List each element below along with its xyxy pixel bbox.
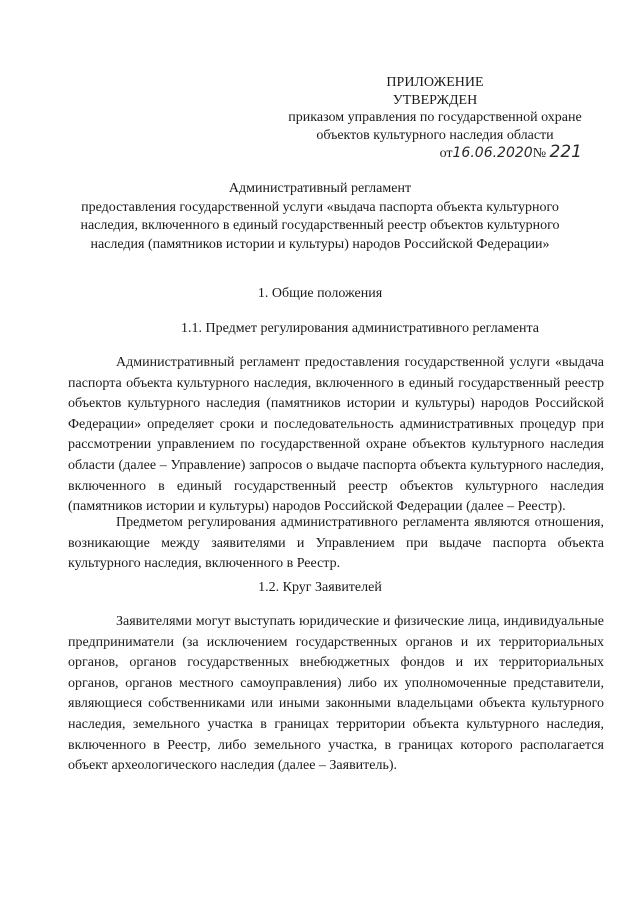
document-title bbox=[70, 180, 570, 254]
number-sign: № bbox=[532, 146, 547, 161]
subsection-heading-1-1: 1.1. Предмет регулирования административного регламента bbox=[181, 321, 539, 336]
approval-block bbox=[260, 74, 610, 163]
order-date-number bbox=[260, 144, 610, 163]
handwritten-date: 16.06.2020 bbox=[452, 145, 533, 161]
paragraph-3: Заявителями могут выступать юридические и физические лица, индивидуальные предприниматели (за исключением государственных органов и их территориальных органов, органов государственных внебюджетных фондов и их территориальных органов, органов местного самоуправления) либо их уполномоченные представители, являющиеся собственниками или иными законными владельцами объекта культурного наследия, земельного участка в границах территории объекта культурного наследия, включенного в Реестр, либо земельного участка, в границах которого располагается объект археологического наследия (далее – Заявитель). bbox=[68, 614, 604, 774]
section-heading: 1. Общие положения bbox=[257, 286, 383, 301]
order-line-2: объектов культурного наследия области bbox=[316, 127, 554, 143]
title-line-1: Административный регламент bbox=[228, 181, 412, 196]
appendix-label: ПРИЛОЖЕНИЕ bbox=[386, 75, 484, 90]
from-prefix: от bbox=[439, 146, 453, 161]
title-line-2: предоставления государственной услуги «выдача паспорта объекта культурного наследия, включенного в единый государственный реестр объектов культурного наследия (памятников истории и культуры) народов Российской Федерации» bbox=[80, 199, 560, 252]
paragraph-1: Административный регламент предоставления государственной услуги «выдача паспорта объекта культурного наследия, включенного в единый государственный реестр объектов культурного наследия (памятников истории и культуры) народов Российской Федерации» определяет сроки и последовательность административных процедур при рассмотрении управлением по государственной охране объектов культурного наследия области (далее – Управление) запросов о выдаче паспорта объекта культурного наследия, включенного в единый государственный реестр объектов культурного наследия (памятников истории и культуры) народов Российской Федерации (далее – Реестр). bbox=[68, 355, 604, 515]
subsection-heading-1-2: 1.2. Круг Заявителей bbox=[258, 580, 382, 595]
approved-label: УТВЕРЖДЕН bbox=[392, 92, 478, 108]
paragraph-2: Предметом регулирования административного регламента являются отношения, возникающие между заявителями и Управлением при выдаче паспорта объекта культурного наследия, включенного в Реестр. bbox=[68, 515, 604, 572]
order-line-1: приказом управления по государственной охране bbox=[288, 110, 582, 125]
handwritten-number: 221 bbox=[549, 142, 582, 162]
